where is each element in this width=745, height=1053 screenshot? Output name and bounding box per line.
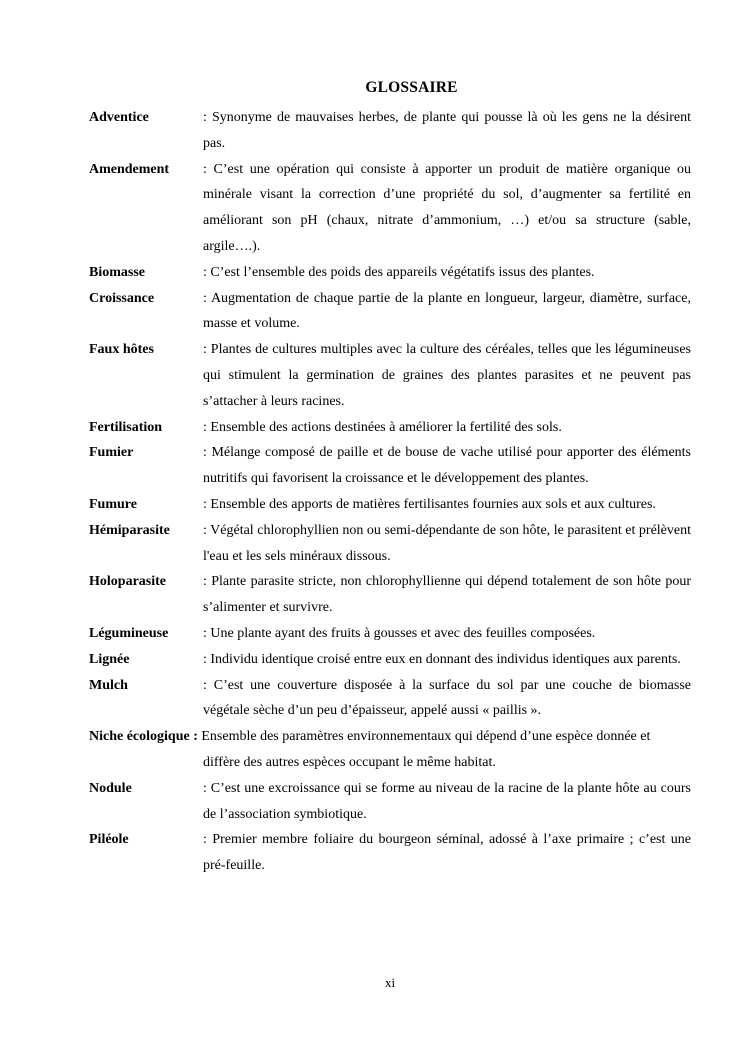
glossary-entry-niche-ecologique	[89, 724, 691, 776]
glossary-term: Hémiparasite	[89, 522, 170, 538]
glossary-entry-lignee	[89, 647, 691, 673]
glossary-entry-amendement	[89, 157, 691, 260]
glossary-definition: Ensemble des paramètres environnementaux qui dépend d’une espèce donnée et	[201, 729, 651, 745]
glossary-term: Adventice	[89, 110, 149, 125]
glossary-entry-biomasse	[89, 260, 691, 286]
glossary-term: Croissance	[89, 290, 155, 306]
glossary-definition: : C’est l’ensemble des poids des appareils végétatifs issus des plantes.	[203, 264, 595, 280]
glossary-term: Lignée	[89, 651, 130, 667]
glossary-term: Amendement	[89, 161, 170, 177]
page-number: xi	[384, 975, 396, 990]
glossary-definition: : Ensemble des apports de matières fertilisantes fournies aux sols et aux cultures.	[203, 496, 656, 512]
glossary-term: Mulch	[89, 677, 128, 693]
page-title: GLOSSAIRE	[365, 79, 458, 96]
glossary-entry-fertilisation	[89, 415, 691, 441]
glossary-term: Légumineuse	[89, 625, 169, 641]
glossary-entry-nodule	[89, 776, 691, 828]
glossary-term: Holoparasite	[89, 574, 166, 590]
glossary-term: Piléole	[89, 832, 129, 848]
glossary-entry-pileole	[89, 827, 691, 879]
glossary-definition: : C’est une excroissance qui se forme au niveau de la racine de la plante hôte au cours de l’association symbiotique.	[203, 780, 691, 822]
glossary-term: Biomasse	[89, 264, 145, 280]
glossary-definition: : Plantes de cultures multiples avec la culture des céréales, telles que les légumineuses qui stimulent la germination de graines des plantes parasites et ne peuvent pas s’attacher à leurs racines.	[203, 342, 691, 409]
glossary-entry-fumier	[89, 440, 691, 492]
glossary-definition: : Synonyme de mauvaises herbes, de plante qui pousse là où les gens ne la désirent pas.	[203, 110, 691, 151]
glossary-entry-mulch	[89, 673, 691, 725]
glossary-entry-adventice	[89, 105, 691, 157]
glossary-definition: : C’est une couverture disposée à la surface du sol par une couche de biomasse végétale sèche d’un peu d’épaisseur, appelé aussi « paillis ».	[203, 677, 691, 719]
glossary-definition: : Une plante ayant des fruits à gousses et avec des feuilles composées.	[203, 625, 596, 641]
glossary-entry-legumineuse	[89, 621, 691, 647]
glossary-term: Niche écologique :	[89, 729, 198, 745]
glossary-list	[89, 105, 691, 879]
glossary-entry-holoparasite	[89, 569, 691, 621]
glossary-entry-croissance	[89, 286, 691, 338]
glossary-term: Fertilisation	[89, 419, 163, 435]
glossary-definition-continuation: diffère des autres espèces occupant le même habitat.	[203, 754, 496, 770]
glossary-definition: : Premier membre foliaire du bourgeon séminal, adossé à l’axe primaire ; c’est une pré-feuille.	[203, 832, 691, 874]
glossary-definition: : Plante parasite stricte, non chlorophyllienne qui dépend totalement de son hôte pour s’alimenter et survivre.	[203, 574, 691, 616]
glossary-entry-fumure	[89, 492, 691, 518]
glossary-entry-faux-hotes	[89, 337, 691, 414]
glossary-entry-hemiparasite	[89, 518, 691, 570]
glossary-definition: : C’est une opération qui consiste à apporter un produit de matière organique ou minérale visant la correction d’une propriété du sol, d’augmenter sa fertilité en améliorant son pH (chaux, nitrate d’ammonium, …) et/ou sa structure (sable, argile….).	[203, 161, 691, 254]
glossary-definition: : Ensemble des actions destinées à améliorer la fertilité des sols.	[203, 419, 562, 435]
glossary-definition: : Mélange composé de paille et de bouse de vache utilisé pour apporter des éléments nutritifs qui favorisent la croissance et le développement des plantes.	[203, 445, 691, 487]
glossary-definition: : Augmentation de chaque partie de la plante en longueur, largeur, diamètre, surface, masse et volume.	[203, 290, 691, 332]
glossary-term: Faux hôtes	[89, 342, 154, 358]
glossary-definition: : Individu identique croisé entre eux en donnant des individus identiques aux parents.	[203, 651, 681, 667]
glossary-definition: : Végétal chlorophyllien non ou semi-dépendante de son hôte, le parasitent et prélèvent l'eau et les sels minéraux dissous.	[203, 522, 691, 564]
glossary-term: Nodule	[89, 780, 132, 796]
glossary-term: Fumier	[89, 445, 134, 461]
glossary-term: Fumure	[89, 496, 137, 512]
